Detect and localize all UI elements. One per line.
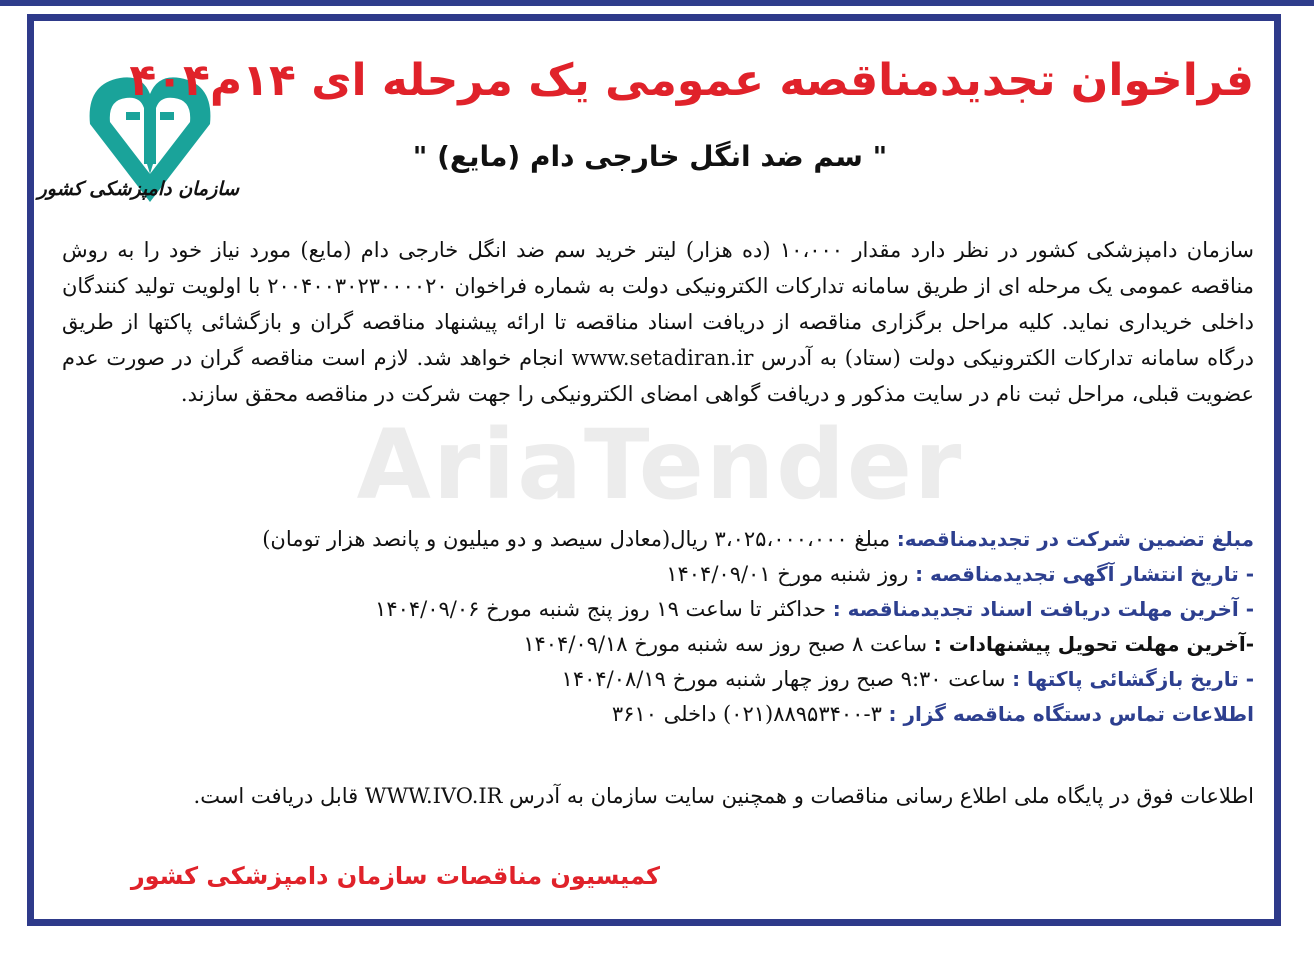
detail-value: ساعت ۹:۳۰ صبح روز چهار شنبه مورخ ۱۴۰۴/۰۸/۱۹ bbox=[561, 667, 1013, 691]
detail-label: - آخرین مهلت دریافت اسناد تجدیدمناقصه : bbox=[832, 597, 1254, 621]
detail-label: مبلغ تضمین شرکت در تجدیدمناقصه: bbox=[896, 527, 1254, 551]
notice-title: فراخوان تجدیدمناقصه عمومی یک مرحله ای ۱۴م۴۰۴ bbox=[129, 55, 1254, 106]
details-list bbox=[62, 522, 1254, 732]
notice-footer: اطلاعات فوق در پایگاه ملی اطلاع رسانی مناقصات و همچنین سایت سازمان به آدرس WWW.IVO.IR قابل دریافت است. bbox=[193, 784, 1254, 808]
detail-label: اطلاعات تماس دستگاه مناقصه گزار : bbox=[888, 702, 1254, 726]
notice-subtitle: " سم ضد انگل خارجی دام (مایع) " bbox=[412, 140, 888, 173]
notice-body: سازمان دامپزشکی کشور در نظر دارد مقدار ۱۰،۰۰۰ (ده هزار) لیتر خرید سم ضد انگل خارجی دام (مایع) مورد نیاز خود را به روش مناقصه عمومی یک مرحله ای از طریق سامانه تدارکات الکترونیکی دولت به شماره فراخوان ۲۰۰۴۰۰۳۰۲۳۰۰۰۰۲۰ با اولویت تولید کنندگان داخلی خریداری نماید. کلیه مراحل برگزاری مناقصه از دریافت اسناد مناقصه تا ارائه پیشنهاد مناقصه گران و بازگشائی پاکتها از طریق درگاه سامانه تدارکات الکترونیکی دولت (ستاد) به آدرس www.setadiran.ir انجام خواهد شد. لازم است مناقصه گران در صورت عدم عضویت قبلی، مراحل ثبت نام در سایت مذکور و دریافت گواهی امضای الکترونیکی را جهت شرکت در مناقصه محقق سازند. bbox=[62, 238, 1254, 406]
detail-label: - تاریخ بازگشائی پاکتها : bbox=[1012, 667, 1254, 691]
logo-text: سازمان دامپزشکی کشور bbox=[37, 178, 239, 200]
detail-value: حداکثر تا ساعت ۱۹ روز پنج شنبه مورخ ۱۴۰۴/۰۹/۰۶ bbox=[375, 597, 833, 621]
watermark: AriaTender bbox=[356, 409, 964, 521]
detail-value: روز شنبه مورخ ۱۴۰۴/۰۹/۰۱ bbox=[666, 562, 916, 586]
detail-value: ۳-۸۸۹۵۳۴۰۰(۰۲۱) داخلی ۳۶۱۰ bbox=[611, 702, 889, 726]
detail-proposal-deadline bbox=[62, 627, 1254, 662]
detail-value: ساعت ۸ صبح روز سه شنبه مورخ ۱۴۰۴/۰۹/۱۸ bbox=[523, 632, 934, 656]
detail-document-deadline bbox=[62, 592, 1254, 627]
detail-opening-date bbox=[62, 662, 1254, 697]
signature: کمیسیون مناقصات سازمان دامپزشکی کشور bbox=[130, 862, 660, 890]
detail-label: - تاریخ انتشار آگهی تجدیدمناقصه : bbox=[915, 562, 1254, 586]
detail-value: مبلغ ۳،۰۲۵،۰۰۰،۰۰۰ ریال(معادل سیصد و دو میلیون و پانصد هزار تومان) bbox=[262, 527, 897, 551]
detail-guarantee bbox=[62, 522, 1254, 557]
detail-label: -آخرین مهلت تحویل پیشنهادات : bbox=[933, 632, 1254, 656]
detail-publish-date bbox=[62, 557, 1254, 592]
top-border-line bbox=[0, 0, 1314, 6]
detail-contact bbox=[62, 697, 1254, 732]
